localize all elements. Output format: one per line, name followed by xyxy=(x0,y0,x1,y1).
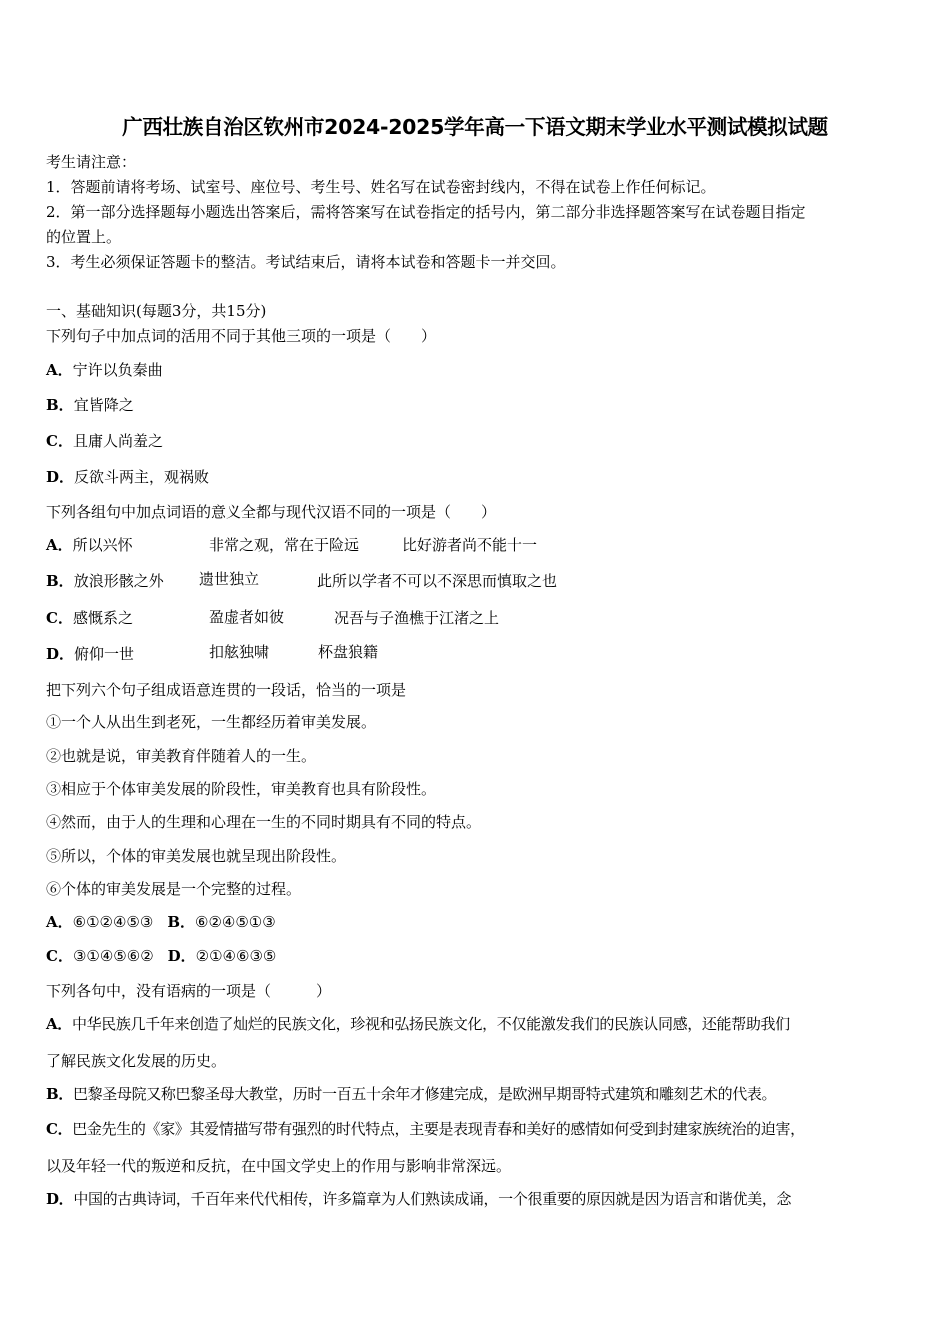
q2-option-a xyxy=(46,535,133,555)
page-title: 广西壮族自治区钦州市2024-2025学年高一下语文期末学业水平测试模拟试题 xyxy=(122,115,828,139)
q1-option-b xyxy=(46,395,134,415)
option-label: C． xyxy=(46,432,73,450)
q2-option-d xyxy=(46,644,134,664)
question-4-stem: 下列各句中，没有语病的一项是（ ） xyxy=(46,982,332,1000)
q1-option-c xyxy=(46,431,163,451)
q3-options-row-1 xyxy=(46,912,276,932)
option-text: ②①④⑥③⑤ xyxy=(195,947,277,965)
option-label: A． xyxy=(46,536,73,554)
option-label: D． xyxy=(167,947,196,965)
q4-option-b xyxy=(46,1084,776,1104)
option-label: D． xyxy=(46,645,75,663)
q3-sentence: ⑥个体的审美发展是一个完整的过程。 xyxy=(46,880,302,898)
q3-sentence: ①一个人从出生到老死，一生都经历着审美发展。 xyxy=(46,713,377,731)
option-part: 俯仰一世 xyxy=(74,645,135,663)
option-text: 宜皆降之 xyxy=(73,396,134,414)
option-text: 中华民族几千年来创造了灿烂的民族文化，珍视和弘扬民族文化，不仅能激发我们的民族认同感，还能帮助我们 xyxy=(71,1015,790,1033)
question-2-stem: 下列各组句中加点词语的意义全都与现代汉语不同的一项是（ ） xyxy=(46,503,497,521)
option-label: C． xyxy=(46,609,73,627)
q4-option-a xyxy=(46,1014,790,1034)
option-part: 感慨系之 xyxy=(72,609,133,627)
option-part: 所以兴怀 xyxy=(72,536,133,554)
option-part: 放浪形骸之外 xyxy=(73,572,164,590)
option-label: B． xyxy=(167,913,196,931)
option-text: ⑥①②④⑤③ xyxy=(72,913,154,931)
q1-option-a xyxy=(46,360,163,380)
option-label: A． xyxy=(46,1015,72,1033)
q4-option-d xyxy=(46,1189,791,1209)
option-part: 遗世独立 xyxy=(199,570,260,588)
option-label: D． xyxy=(46,1190,74,1208)
option-part: 杯盘狼籍 xyxy=(318,643,379,661)
option-label: B． xyxy=(46,396,74,414)
option-text: 且庸人尚羞之 xyxy=(72,432,163,450)
q4-option-c-cont: 以及年轻一代的叛逆和反抗，在中国文学史上的作用与影响非常深远。 xyxy=(46,1157,512,1175)
notice-item: 1．答题前请将考场、试室号、座位号、考生号、姓名写在试卷密封线内，不得在试卷上作任何标记。 xyxy=(46,178,716,196)
q3-options-row-2 xyxy=(46,946,276,966)
q2-option-c xyxy=(46,608,133,628)
option-part: 扣舷独啸 xyxy=(209,643,270,661)
q4-option-a-cont: 了解民族文化发展的历史。 xyxy=(46,1052,227,1070)
option-part: 盈虚者如彼 xyxy=(209,608,285,626)
option-text: 巴金先生的《家》其爱情描写带有强烈的时代特点，主要是表现青春和美好的感情如何受到封建家族统治的迫害， xyxy=(72,1120,805,1138)
q1-option-d xyxy=(46,467,209,487)
option-part: 此所以学者不可以不深思而慎取之也 xyxy=(317,572,558,590)
option-part: 比好游者尚不能十一 xyxy=(402,536,538,554)
option-text: 中国的古典诗词，千百年来代代相传，许多篇章为人们熟读成诵，一个很重要的原因就是因为语言和谐优美，念 xyxy=(73,1190,792,1208)
q4-option-c xyxy=(46,1119,805,1139)
option-text: ⑥②④⑤①③ xyxy=(195,913,276,931)
option-label: B． xyxy=(46,1085,73,1103)
notice-item: 的位置上。 xyxy=(46,228,122,246)
option-label: C． xyxy=(46,947,73,965)
notice-heading: 考生请注意： xyxy=(46,153,137,171)
option-label: C． xyxy=(46,1120,73,1138)
q3-sentence: ②也就是说，审美教育伴随着人的一生。 xyxy=(46,747,317,765)
question-1-stem: 下列句子中加点词的活用不同于其他三项的一项是（ ） xyxy=(46,327,437,345)
option-part: 况吾与子渔樵于江渚之上 xyxy=(334,609,500,627)
question-3-stem: 把下列六个句子组成语意连贯的一段话，恰当的一项是 xyxy=(46,681,407,699)
q3-sentence: ④然而，由于人的生理和心理在一生的不同时期具有不同的特点。 xyxy=(46,813,482,831)
option-part: 非常之观，常在于险远 xyxy=(209,536,360,554)
option-label: A． xyxy=(46,361,73,379)
option-text: 巴黎圣母院又称巴黎圣母大教堂，历时一百五十余年才修建完成，是欧洲早期哥特式建筑和雕刻艺术的代表。 xyxy=(72,1085,777,1103)
option-label: B． xyxy=(46,572,74,590)
notice-item: 2．第一部分选择题每小题选出答案后，需将答案写在试卷指定的括号内，第二部分非选择题答案写在试卷题目指定 xyxy=(46,203,806,221)
q3-sentence: ⑤所以，个体的审美发展也就呈现出阶段性。 xyxy=(46,847,347,865)
option-label: A． xyxy=(46,913,73,931)
q3-sentence: ③相应于个体审美发展的阶段性，审美教育也具有阶段性。 xyxy=(46,780,437,798)
section-heading: 一、基础知识(每题3分，共15分) xyxy=(46,302,267,320)
notice-item: 3．考生必须保证答题卡的整洁。考试结束后，请将本试卷和答题卡一并交回。 xyxy=(46,253,566,271)
option-text: 宁许以负秦曲 xyxy=(72,361,163,379)
option-label: D． xyxy=(46,468,75,486)
option-text: ③①④⑤⑥② xyxy=(72,947,154,965)
q2-option-b xyxy=(46,571,164,591)
option-text: 反欲斗两主，观祸败 xyxy=(74,468,210,486)
